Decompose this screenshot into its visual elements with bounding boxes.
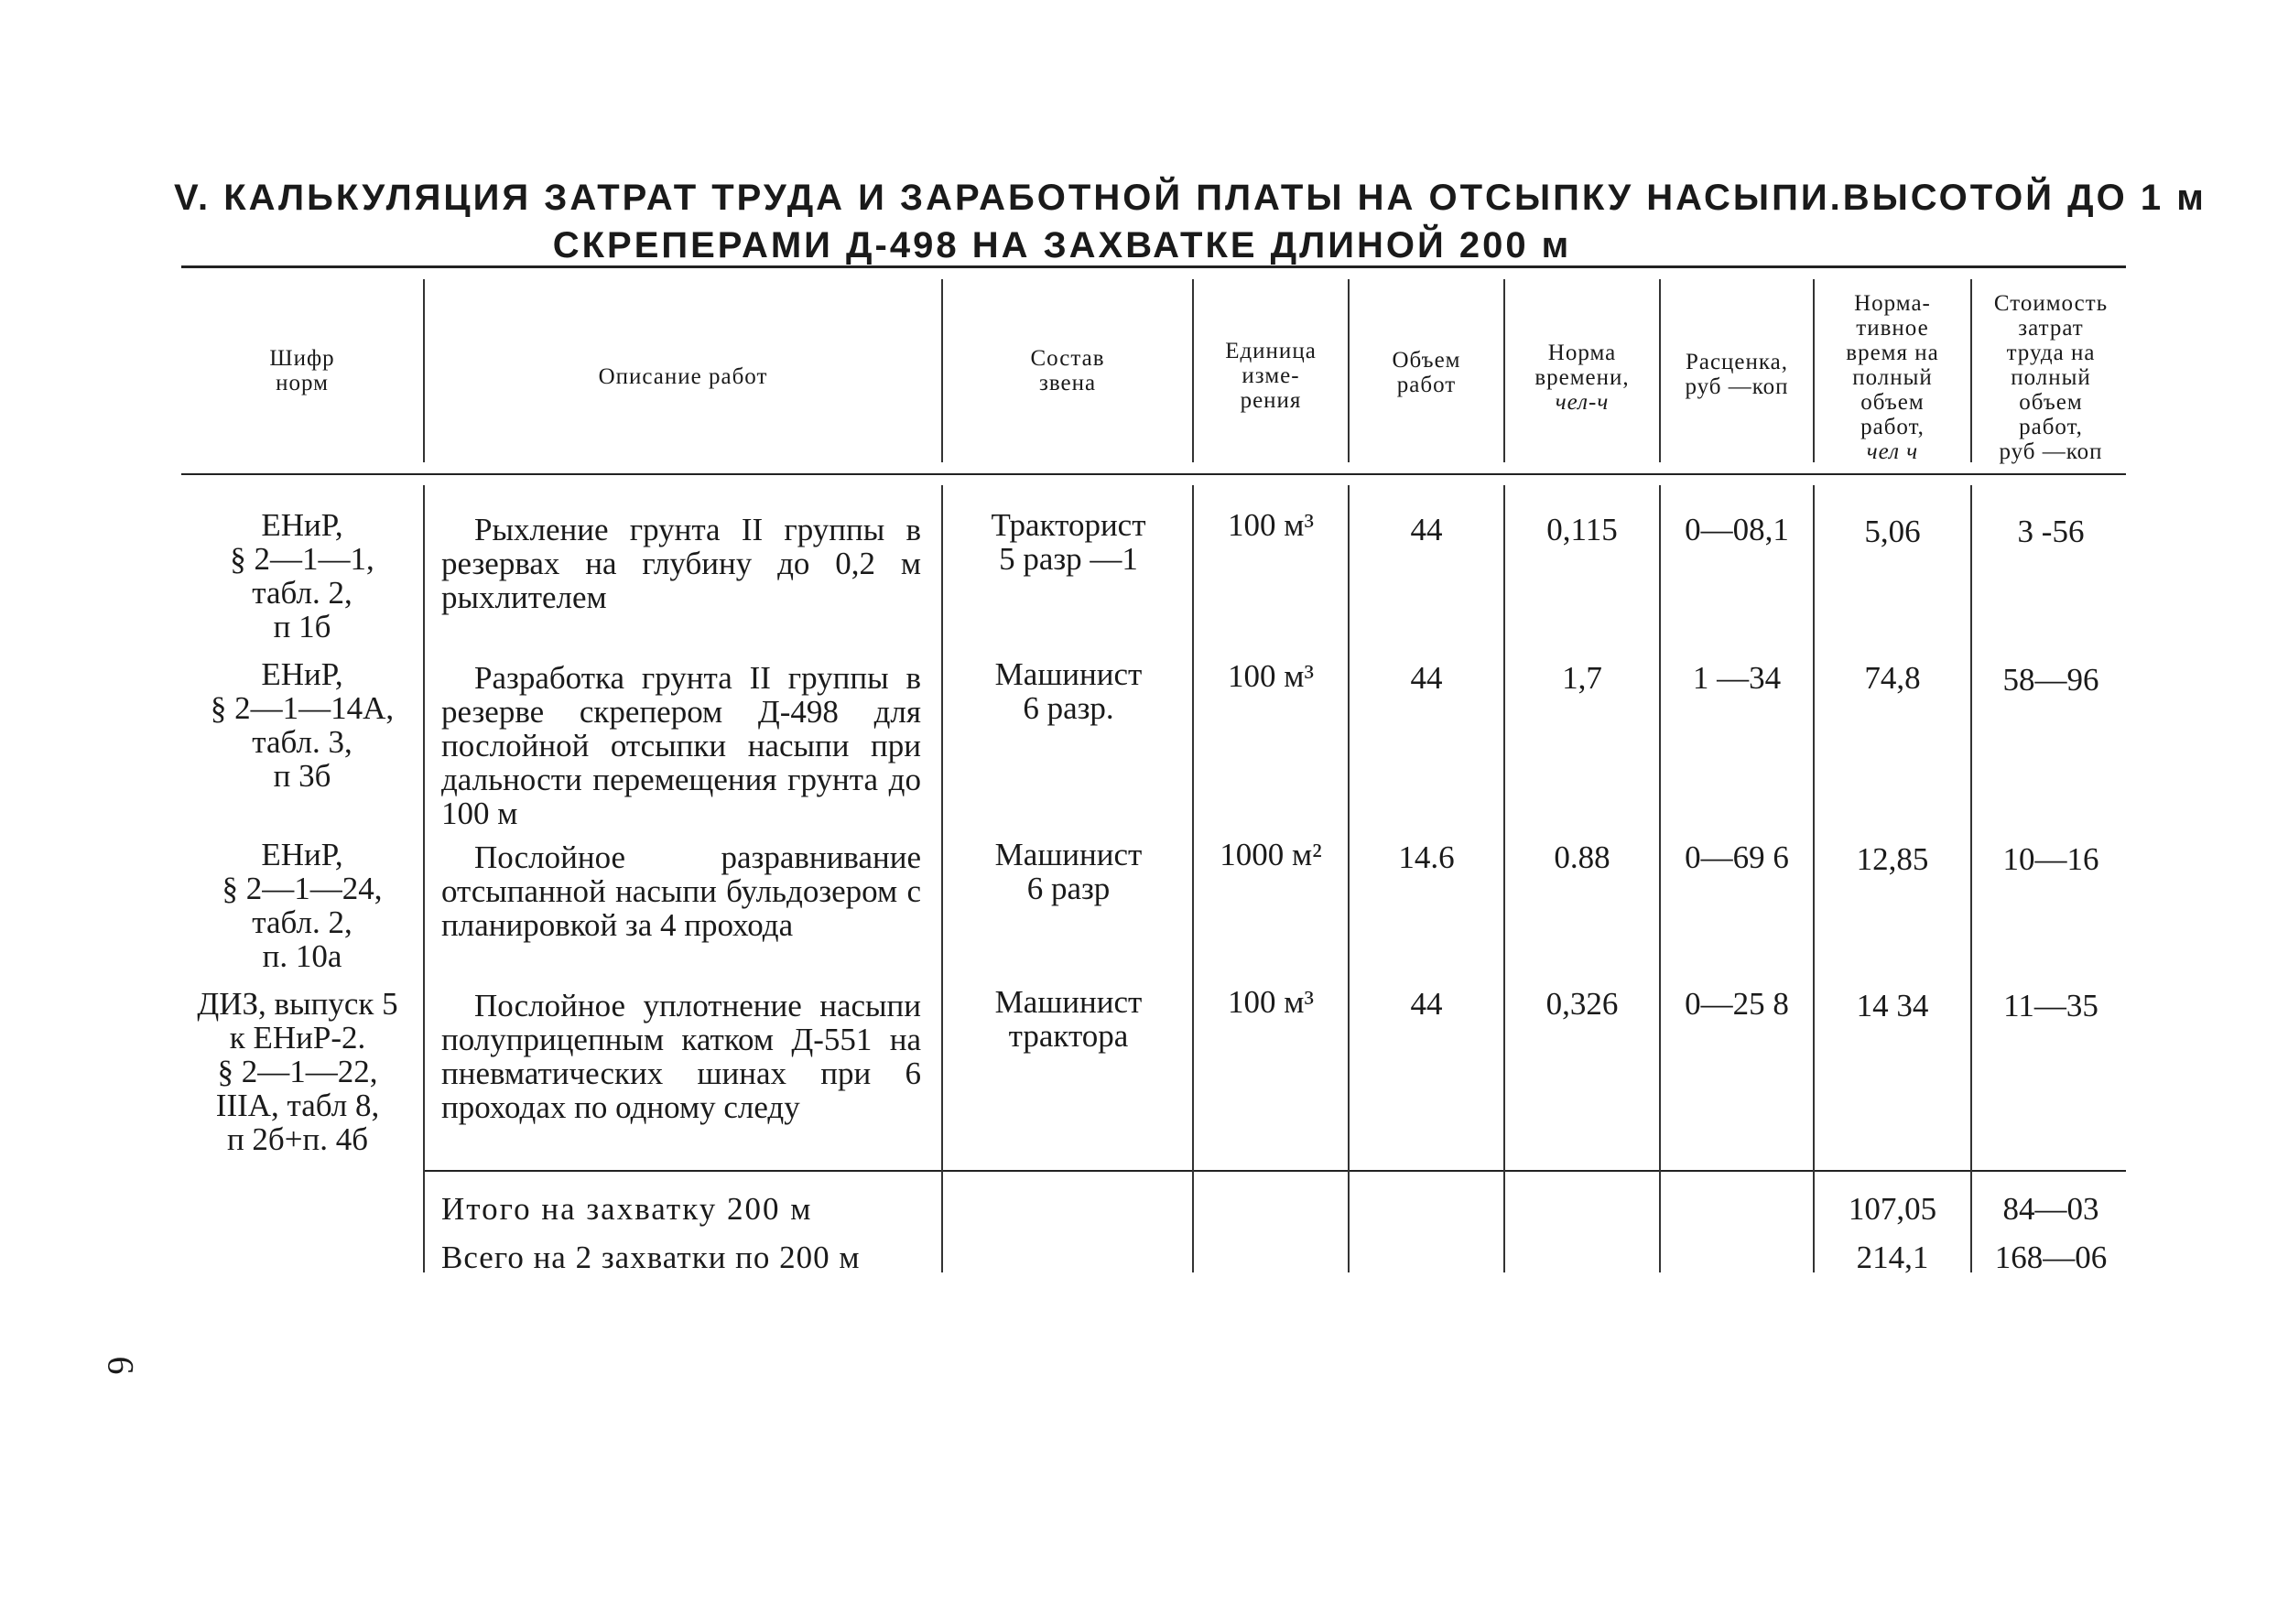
total-per-section-label: Итого на захватку 200 м xyxy=(441,1191,813,1227)
row4-norm-time-total: 14 34 xyxy=(1856,988,1929,1023)
header-code: Шифр норм xyxy=(269,346,335,395)
grand-total-label: Всего на 2 захватки по 200 м xyxy=(441,1240,861,1275)
row1-unit: 100 м³ xyxy=(1228,507,1314,543)
row4-volume: 44 xyxy=(1410,986,1443,1022)
row4-cost-total: 11—35 xyxy=(2003,988,2098,1023)
header-unit: Единица изме- рения xyxy=(1225,339,1317,413)
row1-time-norm: 0,115 xyxy=(1546,512,1618,547)
row3-cost-total: 10—16 xyxy=(2002,841,2099,877)
row1-cost-total: 3 -56 xyxy=(2017,514,2085,549)
header-norm-time-total xyxy=(1816,291,1968,464)
header-cost-total: Стоимость затрат труда на полный объем работ, руб —коп xyxy=(1993,291,2109,464)
row2-code: ЕНиР, § 2—1—14А, табл. 3, п 3б xyxy=(210,656,395,794)
row1-crew: Тракторист 5 разр —1 xyxy=(991,507,1146,577)
row3-norm-time-total: 12,85 xyxy=(1856,841,1929,877)
col-divider xyxy=(1659,485,1661,1272)
row4-rate: 0—25 8 xyxy=(1685,986,1789,1022)
row2-volume: 44 xyxy=(1410,660,1443,696)
col-divider xyxy=(941,279,943,462)
total-per-section-cost: 84—03 xyxy=(2002,1191,2099,1227)
row3-time-norm: 0.88 xyxy=(1554,839,1610,875)
header-description: Описание работ xyxy=(598,364,768,389)
header-time-norm-unit: чел-ч xyxy=(1555,390,1610,415)
row4-code: ДИЗ, выпуск 5 к ЕНиР-2. § 2—1—22, IIIА, табл 8, п 2б+п. 4б xyxy=(197,986,398,1157)
title-line-2: СКРЕПЕРАМИ Д-498 НА ЗАХВАТКЕ ДЛИНОЙ 200 м xyxy=(552,225,1572,265)
row4-description: Послойное уплотнение насыпи полуприцепным катком Д-551 на пневматических шинах при 6 проходах по одному следу xyxy=(441,988,921,1125)
header-volume: Объем работ xyxy=(1392,348,1461,397)
col-divider xyxy=(941,485,943,1272)
col-divider xyxy=(1348,485,1350,1272)
header-rate: Расценка, руб —коп xyxy=(1685,350,1789,399)
header-bottom-rule xyxy=(181,473,2126,475)
row3-description: Послойное разравнивание отсыпанной насыпи бульдозером с планировкой за 4 прохода xyxy=(441,839,921,943)
table-title xyxy=(174,174,2207,269)
header-norm-time-total-unit: чел ч xyxy=(1866,439,1919,464)
col-divider xyxy=(1813,279,1815,462)
col-divider xyxy=(1813,485,1815,1272)
row3-crew: Машинист 6 разр xyxy=(994,837,1143,906)
col-divider xyxy=(1503,485,1505,1272)
row2-rate: 1 —34 xyxy=(1692,660,1782,696)
row2-crew: Машинист 6 разр. xyxy=(994,656,1143,726)
row1-description: Рыхление грунта II группы в резервах на глубину до 0,2 м рыхлителем xyxy=(441,512,921,615)
grand-total-norm-time: 214,1 xyxy=(1856,1240,1929,1275)
row1-code: ЕНиР, § 2—1—1, табл. 2, п 1б xyxy=(230,507,374,644)
row2-time-norm: 1,7 xyxy=(1562,660,1602,696)
col-divider xyxy=(1503,279,1505,462)
row2-description: Разработка грунта II группы в резерве скрепером Д-498 для послойной отсыпки насыпи при дальности перемещения грунта до 100 м xyxy=(441,660,921,831)
row4-unit: 100 м³ xyxy=(1228,984,1314,1020)
total-per-section-norm-time: 107,05 xyxy=(1848,1191,1937,1227)
row3-volume: 14.6 xyxy=(1398,839,1455,875)
row2-cost-total: 58—96 xyxy=(2002,662,2099,698)
col-divider xyxy=(1348,279,1350,462)
row1-norm-time-total: 5,06 xyxy=(1864,514,1921,549)
header-time-norm xyxy=(1507,341,1657,415)
col-divider xyxy=(1659,279,1661,462)
grand-total-cost: 168—06 xyxy=(1994,1240,2108,1275)
col-divider xyxy=(1970,279,1972,462)
col-divider xyxy=(1192,279,1194,462)
row1-rate: 0—08,1 xyxy=(1685,512,1789,547)
row4-crew: Машинист трактора xyxy=(994,984,1143,1054)
col-divider xyxy=(1192,485,1194,1272)
row1-volume: 44 xyxy=(1410,512,1443,547)
header-crew: Состав звена xyxy=(1030,346,1105,395)
row3-code: ЕНиР, § 2—1—24, табл. 2, п. 10а xyxy=(222,837,383,974)
row2-unit: 100 м³ xyxy=(1228,658,1314,694)
row3-unit: 1000 м² xyxy=(1220,837,1322,872)
page-number: 6 xyxy=(100,1356,142,1375)
totals-rule xyxy=(423,1170,2126,1172)
row2-norm-time-total: 74,8 xyxy=(1864,660,1921,696)
row4-time-norm: 0,326 xyxy=(1545,986,1619,1022)
title-line-1: V. КАЛЬКУЛЯЦИЯ ЗАТРАТ ТРУДА И ЗАРАБОТНОЙ ПЛАТЫ НА ОТСЫПКУ НАСЫПИ.ВЫСОТОЙ ДО 1 м xyxy=(174,178,2207,218)
col-divider xyxy=(423,279,425,462)
row3-rate: 0—69 6 xyxy=(1685,839,1789,875)
header-norm-time-total-label: Норма- тивное время на полный объем работ, xyxy=(1846,291,1939,439)
col-divider xyxy=(1970,485,1972,1272)
top-rule xyxy=(181,265,2126,268)
header-time-norm-label: Норма времени, xyxy=(1534,341,1630,390)
